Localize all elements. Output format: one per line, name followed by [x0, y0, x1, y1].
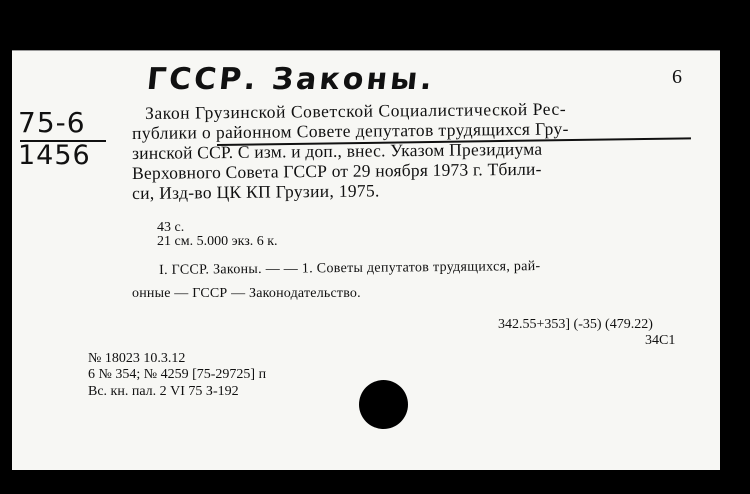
accession-line: 6 № 354; № 4259 [75-29725] п [88, 367, 267, 382]
card-edge [12, 50, 720, 51]
pages: 43 с. [157, 220, 185, 235]
subject-headings: I. ГССР. Законы. — — 1. Советы депутатов трудящихся, рай- [159, 259, 541, 278]
description-line: публики о районном Совете депутатов трудящихся Гру- [132, 118, 569, 143]
description-line: зинской ССР. С изм. и доп., внес. Указом Президиума [132, 138, 543, 163]
description-line: Закон Грузинской Советской Социалистической Рес- [145, 98, 567, 123]
size-and-print: 21 см. 5.000 экз. 6 к. [157, 234, 278, 249]
subject-headings-cont: онные — ГССР — Законодательство. [132, 286, 361, 301]
classification: 342.55+353] (-35) (479.22) [498, 317, 653, 332]
classification-code: 34C1 [645, 333, 676, 348]
shelfmark-bottom: 1456 [18, 140, 91, 171]
description-line: Верховного Совета ГССР от 29 ноября 1973 г. Тбили- [132, 158, 542, 183]
accession-line: Вс. кн. пал. 2 VI 75 З-192 [88, 384, 239, 399]
description-line: си, Изд-во ЦК КП Грузии, 1975. [132, 180, 380, 203]
handwritten-heading: ГССР. Законы. [145, 62, 437, 97]
shelfmark-top: 75-6 [18, 106, 86, 139]
catalog-card [12, 50, 720, 470]
card-number: 6 [672, 66, 682, 88]
accession-line: № 18023 10.3.12 [88, 351, 186, 366]
punch-hole [359, 380, 408, 429]
